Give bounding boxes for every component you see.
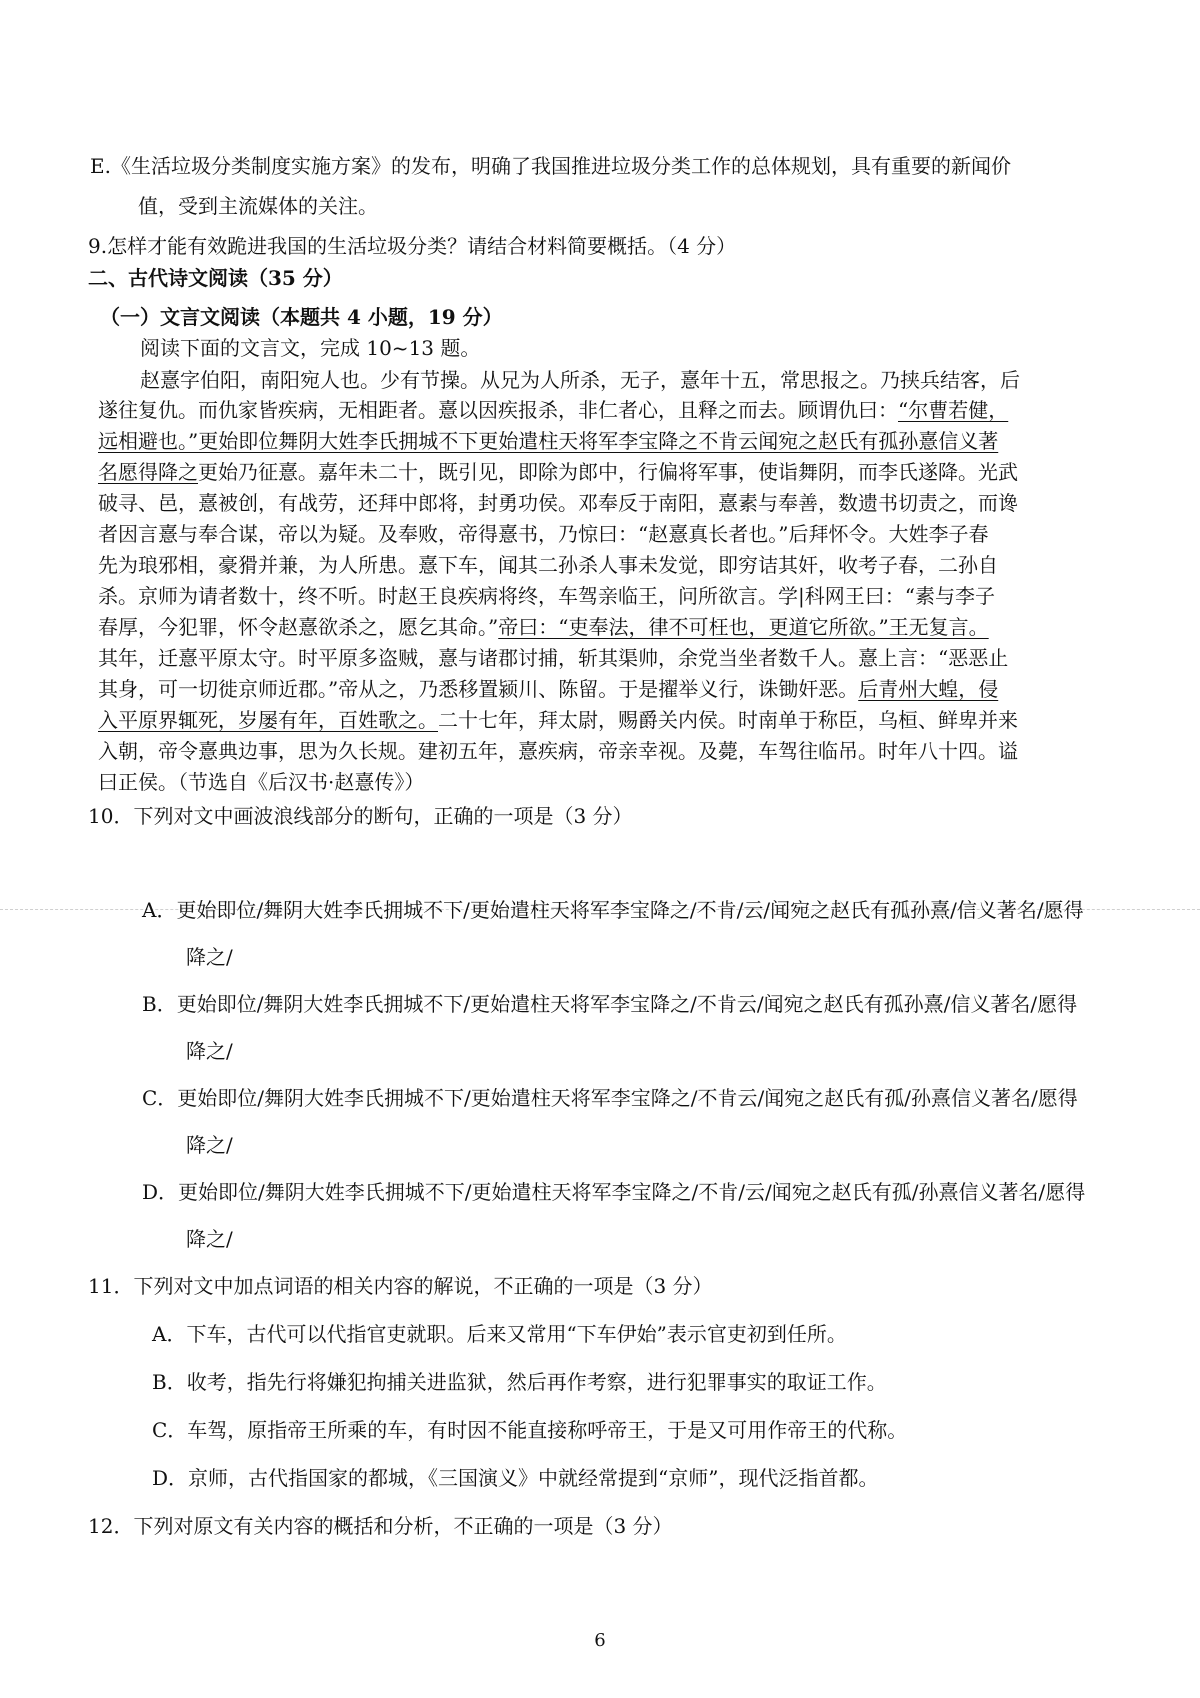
question-10-option-a: A．更始即位/舞阴大姓李氏拥城不下/更始遣柱天将军李宝降之/不肯/云/闻宛之赵氏有孤孙熹/信义著名/愿得 — [142, 898, 1084, 922]
question-10-stem: 10．下列对文中画波浪线部分的断句，正确的一项是（3 分） — [88, 804, 633, 828]
question-10-option-a-cont: 降之/ — [186, 945, 233, 969]
passage-text: 春厚，今犯罪，怀令赵憙欲杀之，愿乞其命。” — [98, 615, 499, 639]
part-2-heading: 二、古代诗文阅读（35 分） — [88, 266, 343, 290]
question-10-option-d: D．更始即位/舞阴大姓李氏拥城不下/更始遣柱天将军李宝降之/不肯/云/闻宛之赵氏有孤/孙熹信义著名/愿得 — [142, 1180, 1086, 1204]
subsection-heading: （一）文言文阅读（本题共 4 小题，19 分） — [100, 305, 503, 329]
passage-line: 赵憙字伯阳，南阳宛人也。少有节操。从兄为人所杀，无子，憙年十五，常思报之。乃挟兵结客，后 — [140, 368, 1020, 392]
passage-text: 更始乃征憙。嘉年未二十，既引见，即除为郎中，行偏将军事，使诣舞阴，而李氏遂降。光武 — [198, 460, 1018, 484]
question-11-option-d: D．京师，古代指国家的都城，《三国演义》中就经常提到“京师”，现代泛指首都。 — [152, 1466, 879, 1490]
underlined-sentence: 后青州大蝗，侵 — [858, 677, 999, 701]
wavy-line-sentence: 远相避也。”更始即位舞阴大姓李氏拥城不下更始遣柱天将军李宝降之不肯云闻宛之赵氏有孤孙憙信义著 — [98, 429, 999, 453]
passage-line: 先为琅邪相，豪猾并兼，为人所患。憙下车，闻其二孙杀人事未发觉，即穷诘其奸，收考子春，二孙自 — [98, 553, 998, 577]
passage-line: 破寻、邑，憙被创，有战劳，还拜中郎将，封勇功侯。邓奉反于南阳，憙素与奉善，数遗书切责之，而谗 — [98, 491, 1018, 515]
passage-line — [98, 458, 1018, 486]
page-number: 6 — [594, 1630, 606, 1651]
question-12-stem: 12．下列对原文有关内容的概括和分析，不正确的一项是（3 分） — [88, 1514, 673, 1538]
underlined-sentence: 帝曰：“吏奉法，律不可枉也，更道它所欲。”王无复言。 — [498, 615, 989, 639]
passage-text: 二十七年，拜太尉，赐爵关内侯。时南单于称臣，乌桓、鲜卑并来 — [438, 708, 1018, 732]
passage-line — [98, 706, 1018, 734]
passage-line: 曰正侯。（节选自《后汉书·赵憙传》） — [98, 770, 425, 794]
passage-line: 其年，迁憙平原太守。时平原多盗贼，憙与诸郡讨捕，斩其渠帅，余党当坐者数千人。憙上言：“恶恶止 — [98, 646, 1009, 670]
passage-line: 杀。京师为请者数十，终不听。时赵王良疾病将终，车驾亲临王，问所欲言。学|科网王曰：“素与李子 — [98, 584, 995, 608]
question-10-option-c-cont: 降之/ — [186, 1133, 233, 1157]
question-10-option-b: B．更始即位/舞阴大姓李氏拥城不下/更始遣柱天将军李宝降之/不肯云/闻宛之赵氏有孤孙熹/信义著名/愿得 — [142, 992, 1078, 1016]
underlined-sentence: 入平原界辄死，岁屡有年，百姓歌之。 — [98, 708, 438, 732]
passage-line — [98, 675, 998, 703]
question-11-stem: 11．下列对文中加点词语的相关内容的解说，不正确的一项是（3 分） — [88, 1274, 713, 1298]
option-e-line-1: E.《生活垃圾分类制度实施方案》的发布，明确了我国推进垃圾分类工作的总体规划，具有重要的新闻价 — [90, 154, 1011, 178]
passage-line: 入朝，帝令憙典边事，思为久长规。建初五年，憙疾病，帝亲幸视。及薨，车驾往临吊。时年八十四。谥 — [98, 739, 1018, 763]
passage-text: 遂往复仇。而仇家皆疾病，无相距者。憙以因疾报杀，非仁者心，且释之而去。顾谓仇曰： — [98, 398, 898, 422]
question-11-option-c: C．车驾，原指帝王所乘的车，有时因不能直接称呼帝王，于是又可用作帝王的代称。 — [152, 1418, 908, 1442]
question-9: 9.怎样才能有效跪进我国的生活垃圾分类？请结合材料简要概括。（4 分） — [88, 234, 737, 258]
question-10-option-b-cont: 降之/ — [186, 1039, 233, 1063]
underlined-sentence: “尔曹若健， — [898, 398, 1009, 422]
reading-instruction: 阅读下面的文言文，完成 10~13 题。 — [140, 336, 481, 360]
question-10-option-c: C．更始即位/舞阴大姓李氏拥城不下/更始遣柱天将军李宝降之/不肯云/闻宛之赵氏有孤/孙熹信义著名/愿得 — [142, 1086, 1078, 1110]
passage-text: 其身，可一切徙京师近郡。”帝从之，乃悉移置颍川、陈留。于是擢举义行，诛锄奸恶。 — [98, 677, 859, 701]
passage-line — [98, 396, 1008, 424]
question-10-option-d-cont: 降之/ — [186, 1227, 233, 1251]
question-11-option-b: B．收考，指先行将嫌犯拘捕关进监狱，然后再作考察，进行犯罪事实的取证工作。 — [152, 1370, 887, 1394]
passage-line: 者因言憙与奉合谋，帝以为疑。及奉败，帝得憙书，乃惊曰：“赵憙真长者也。”后拜怀令。大姓李子春 — [98, 522, 989, 546]
question-11-option-a: A．下车，古代可以代指官吏就职。后来又常用“下车伊始”表示官吏初到任所。 — [152, 1322, 847, 1346]
wavy-line-sentence-end: 名愿得降之 — [98, 460, 198, 484]
option-e-line-2: 值，受到主流媒体的关注。 — [138, 194, 378, 218]
passage-line — [98, 613, 989, 641]
